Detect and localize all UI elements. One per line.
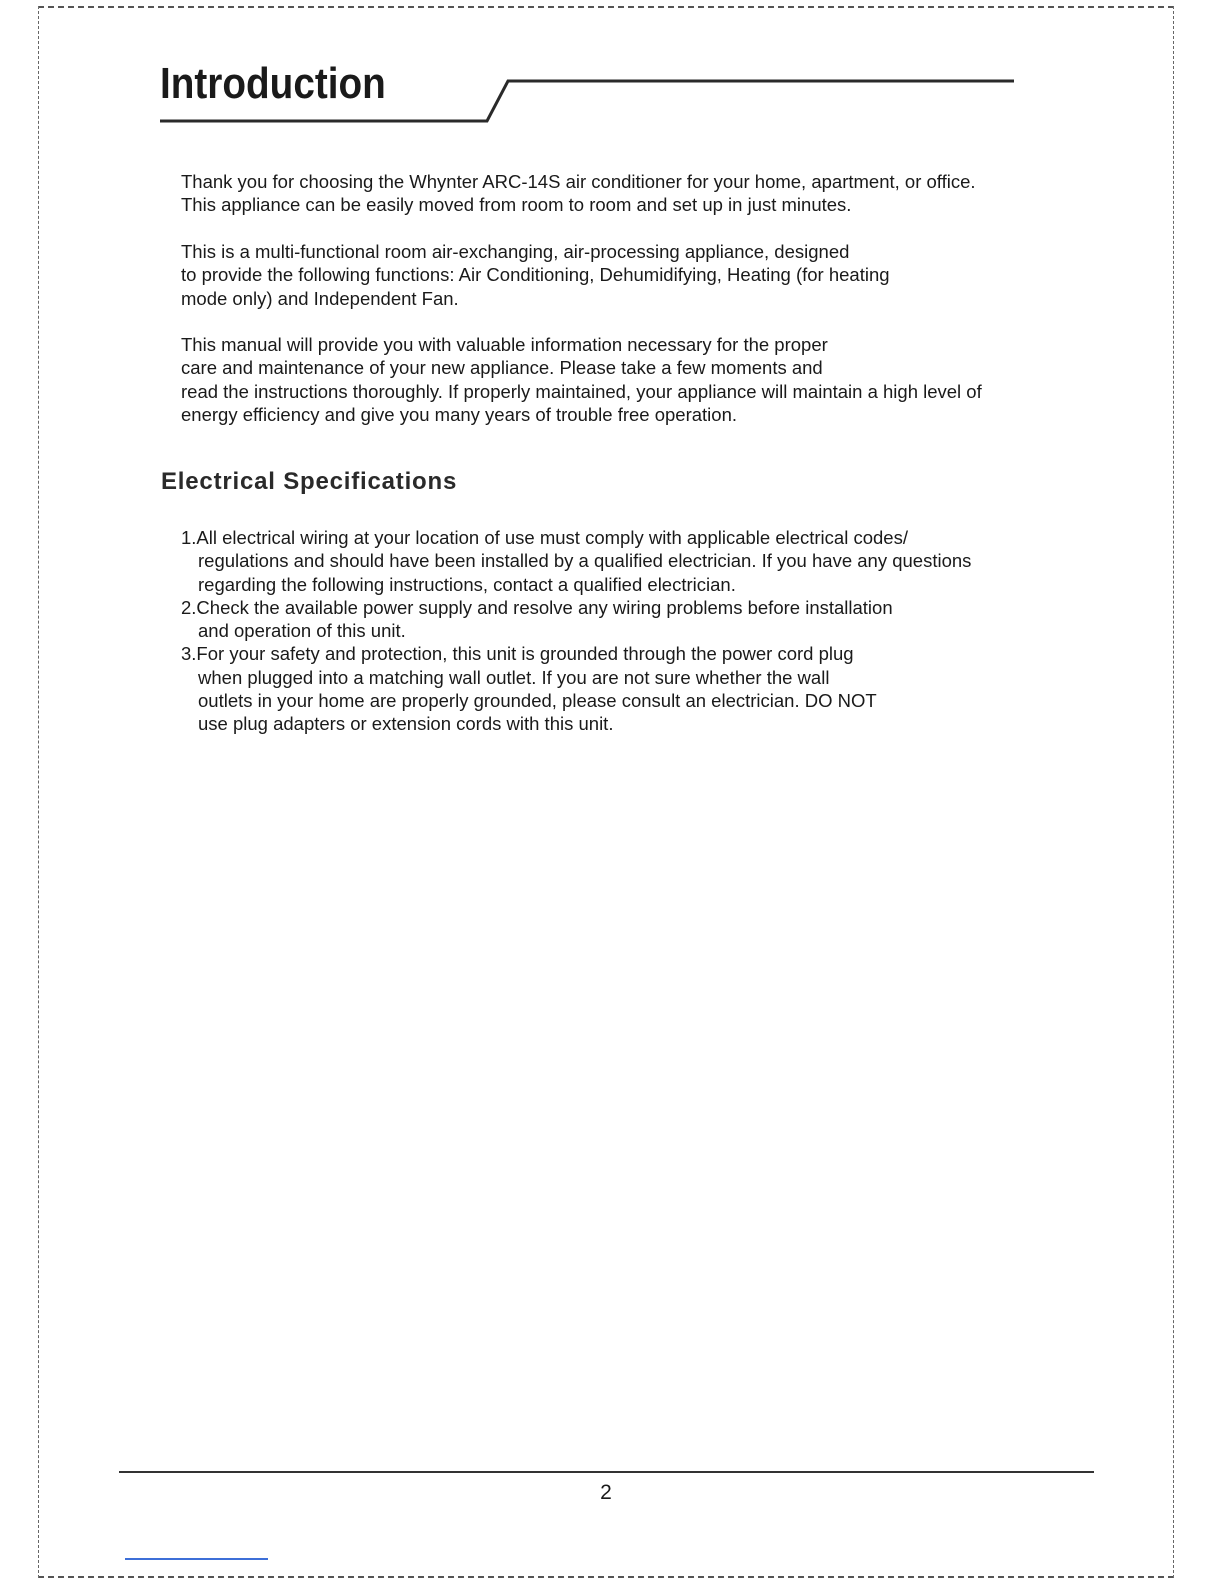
footer-rule [119,1471,1094,1473]
text-line: 2.Check the available power supply and resolve any wiring problems before installation [181,596,893,618]
electrical-spec-list [181,526,971,736]
intro-paragraph-2 [181,240,890,310]
text-line: regulations and should have been installed by a qualified electrician. If you have any questions [198,550,972,572]
text-line: This appliance can be easily moved from room to room and set up in just minutes. [181,194,852,216]
text-line: 3.For your safety and protection, this unit is grounded through the power cord plug [181,643,854,665]
spec-item-1 [181,526,971,596]
spec-item-2 [181,596,971,643]
text-line: to provide the following functions: Air Conditioning, Dehumidifying, Heating (for heating [181,264,890,286]
intro-paragraph-1 [181,170,976,217]
text-line: regarding the following instructions, contact a qualified electrician. [198,573,736,595]
section-heading-electrical-specifications: Electrical Specifications [161,468,458,495]
text-line: mode only) and Independent Fan. [181,287,459,309]
text-line: 1.All electrical wiring at your location of use must comply with applicable electrical codes/ [181,527,908,548]
text-line: and operation of this unit. [198,620,406,642]
text-line: when plugged into a matching wall outlet. If you are not sure whether the wall [198,666,830,688]
intro-paragraph-3 [181,333,982,426]
text-line: Thank you for choosing the Whynter ARC-14S air conditioner for your home, apartment, or office. [181,171,976,192]
text-line: This manual will provide you with valuable information necessary for the proper [181,334,828,355]
spec-item-3 [181,642,971,735]
text-line: This is a multi-functional room air-exchanging, air-processing appliance, designed [181,241,850,262]
page-title: Introduction [160,59,386,108]
text-line: energy efficiency and give you many years of trouble free operation. [181,403,738,425]
text-line: outlets in your home are properly grounded, please consult an electrician. DO NOT [198,690,877,712]
text-line: use plug adapters or extension cords with this unit. [198,713,614,735]
page-number: 2 [600,1481,612,1504]
text-line: read the instructions thoroughly. If properly maintained, your appliance will maintain a high level of [181,380,982,402]
text-line: care and maintenance of your new appliance. Please take a few moments and [181,357,823,379]
bottom-edge-mark [125,1558,268,1560]
